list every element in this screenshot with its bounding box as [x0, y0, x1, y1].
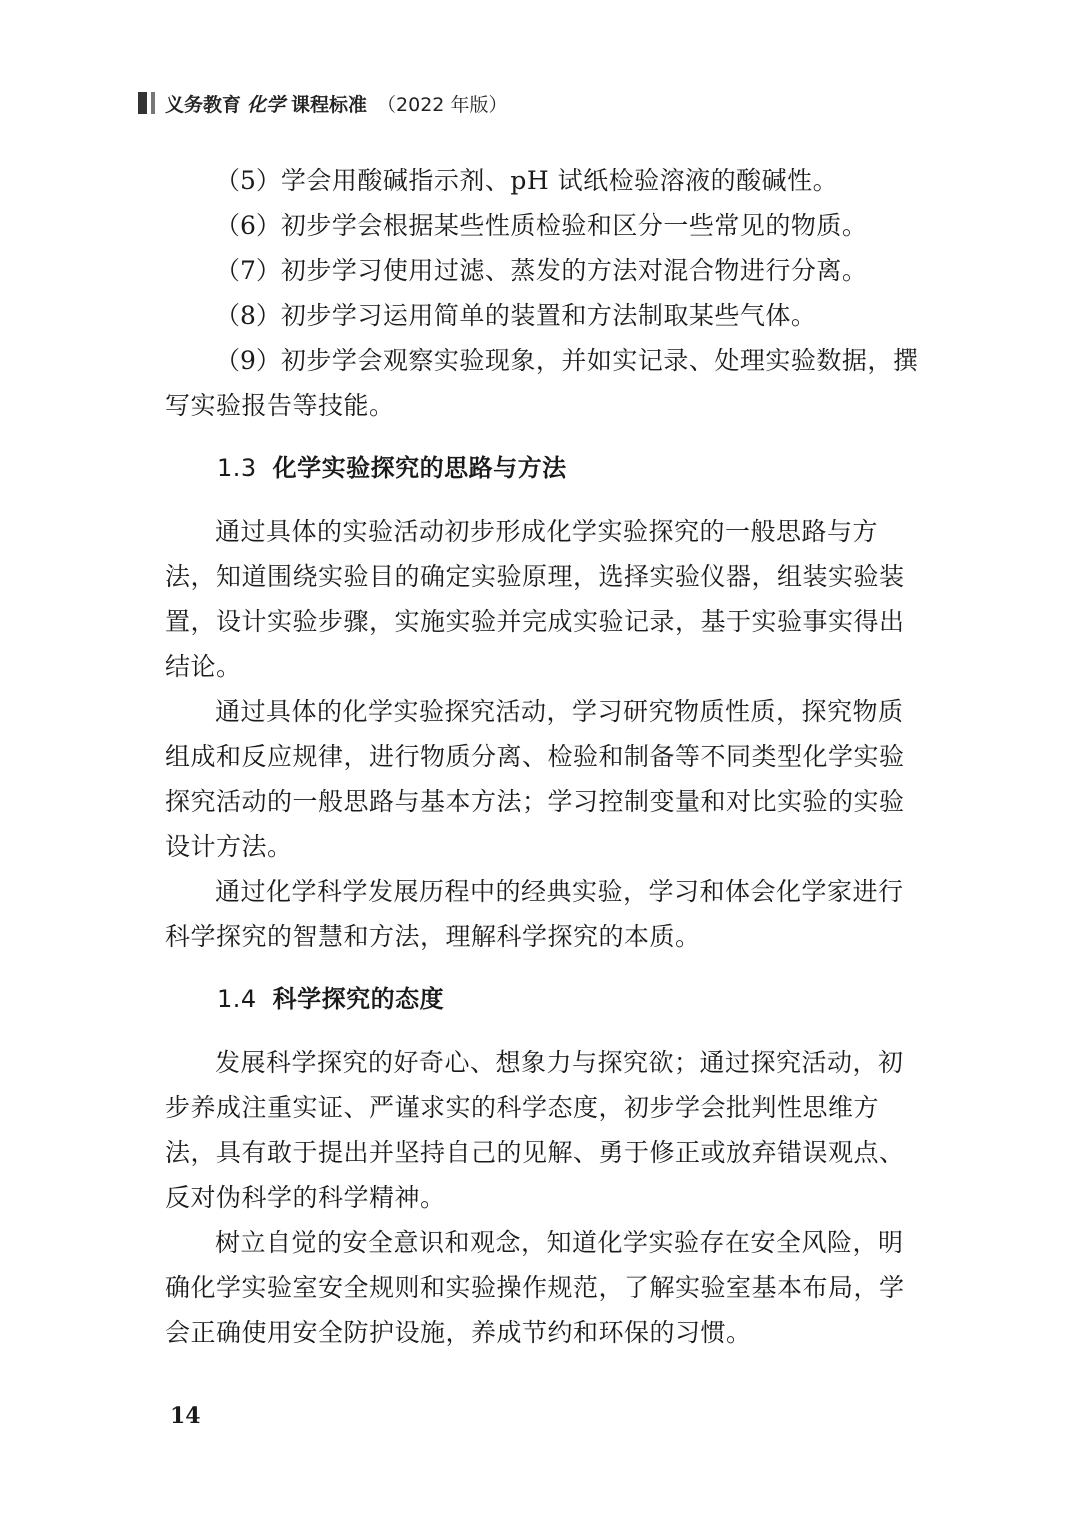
header-subject: 化学: [247, 93, 286, 116]
section-heading-1-4: 1.4 科学探究的态度: [217, 985, 445, 1013]
list-item: （5）学会用酸碱指示剂、pH 试纸检验溶液的酸碱性。: [215, 166, 839, 195]
paragraph: 通过具体的实验活动初步形成化学实验探究的一般思路与方法，知道围绕实验目的确定实验原理，选择实验仪器，组装实验装置，设计实验步骤，实施实验并完成实验记录，基于实验事实得出结论。: [165, 517, 905, 681]
paragraph: 通过化学科学发展历程中的经典实验，学习和体会化学家进行科学探究的智慧和方法，理解科学探究的本质。: [165, 877, 904, 951]
header-bars-icon: [138, 92, 155, 114]
running-header: [138, 88, 507, 118]
header-title: 课程标准: [291, 93, 368, 116]
paragraph: 树立自觉的安全意识和观念，知道化学实验存在安全风险，明确化学实验室安全规则和实验操作规范，了解实验室基本布局，学会正确使用安全防护设施，养成节约和环保的习惯。: [165, 1228, 905, 1347]
header-series: 义务教育: [165, 93, 242, 116]
list-item: （8）初步学习运用简单的装置和方法制取某些气体。: [215, 301, 817, 330]
list-item: （6）初步学会根据某些性质检验和区分一些常见的物质。: [215, 211, 868, 240]
section-heading-1-3: 1.3 化学实验探究的思路与方法: [217, 454, 567, 482]
page-body: [165, 158, 925, 1355]
paragraph: 通过具体的化学实验探究活动，学习研究物质性质，探究物质组成和反应规律，进行物质分离、检验和制备等不同类型化学实验探究活动的一般思路与基本方法；学习控制变量和对比实验的实验设计方法。: [165, 697, 905, 861]
paragraph: 发展科学探究的好奇心、想象力与探究欲；通过探究活动，初步养成注重实证、严谨求实的科学态度，初步学会批判性思维方法，具有敢于提出并坚持自己的见解、勇于修正或放弃错误观点、反对伪科学的科学精神。: [165, 1048, 905, 1212]
page-number: 14: [170, 1403, 201, 1429]
list-item: （9）初步学会观察实验现象，并如实记录、处理实验数据，撰写实验报告等技能。: [165, 346, 919, 420]
header-edition: （2022 年版）: [377, 93, 508, 116]
list-item: （7）初步学习使用过滤、蒸发的方法对混合物进行分离。: [215, 256, 868, 285]
